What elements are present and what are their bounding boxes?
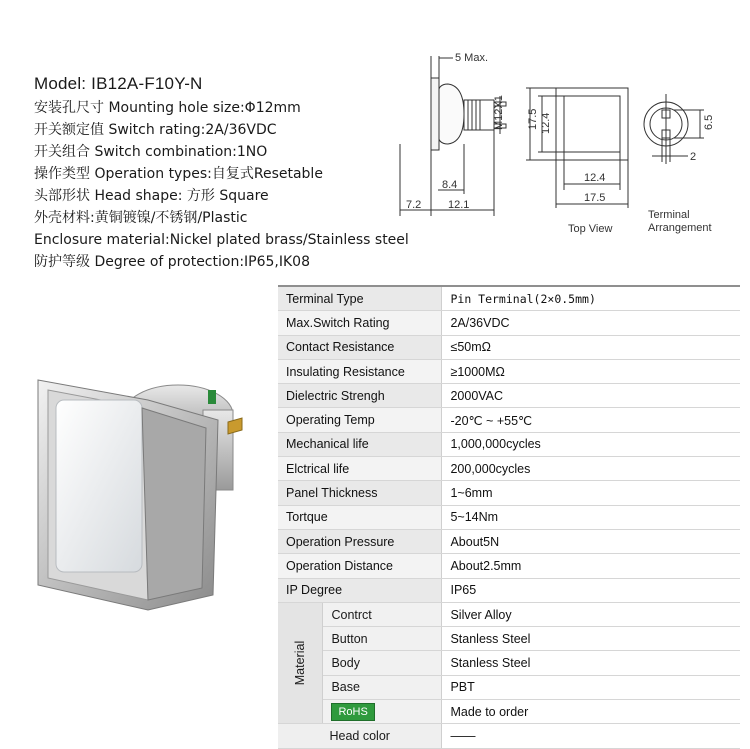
table-row <box>278 554 740 578</box>
material-label: Contrct <box>323 602 442 626</box>
material-value: Made to order <box>442 700 740 724</box>
row-label: IP Degree <box>278 578 442 602</box>
row-value: -20℃ ~ +55℃ <box>442 408 740 432</box>
material-value: Stanless Steel <box>442 651 740 675</box>
dim-5max: 5 Max. <box>455 52 489 64</box>
row-label: Contact Resistance <box>278 335 442 359</box>
product-image <box>28 360 258 620</box>
spec-table <box>278 285 740 749</box>
row-value: Pin Terminal(2×0.5mm) <box>442 286 740 311</box>
spec-line-operation: 操作类型 Operation types:自复式Resetable <box>34 166 323 182</box>
material-row <box>278 602 740 626</box>
material-value: Stanless Steel <box>442 627 740 651</box>
table-row <box>278 505 740 529</box>
dim-6-5: 6.5 <box>703 114 715 130</box>
row-label: Mechanical life <box>278 432 442 456</box>
spec-line-mounting: 安装孔尺寸 Mounting hole size:Φ12mm <box>34 100 301 116</box>
table-row <box>278 311 740 335</box>
row-value: About5N <box>442 529 740 553</box>
row-value: IP65 <box>442 578 740 602</box>
table-row <box>278 724 740 748</box>
row-label: Operating Temp <box>278 408 442 432</box>
row-label: Tortque <box>278 505 442 529</box>
row-value: 1~6mm <box>442 481 740 505</box>
row-label: Operation Pressure <box>278 529 442 553</box>
dim-8-4: 8.4 <box>442 179 458 191</box>
top-view-caption: Top View <box>568 223 613 235</box>
dim-17-5-h: 17.5 <box>584 192 606 204</box>
row-value: About2.5mm <box>442 554 740 578</box>
table-row <box>278 432 740 456</box>
row-label: Insulating Resistance <box>278 359 442 383</box>
table-row <box>278 578 740 602</box>
dim-2: 2 <box>690 151 697 163</box>
rohs-badge: RoHS <box>331 703 374 721</box>
row-label: Max.Switch Rating <box>278 311 442 335</box>
head-color-label: Head color <box>278 724 442 748</box>
row-value: 1,000,000cycles <box>442 432 740 456</box>
row-value: ≤50mΩ <box>442 335 740 359</box>
terminal-caption-1: Terminal <box>648 209 690 221</box>
row-value: 2A/36VDC <box>442 311 740 335</box>
rohs-cell <box>323 700 442 724</box>
row-label: Dielectric Strengh <box>278 384 442 408</box>
material-row <box>278 700 740 724</box>
row-value: 5~14Nm <box>442 505 740 529</box>
spec-line-head: 头部形状 Head shape: 方形 Square <box>34 188 269 204</box>
spec-line-material-cn: 外壳材料:黄铜镀镍/不锈钢/Plastic <box>34 210 248 226</box>
row-label: Elctrical life <box>278 457 442 481</box>
table-row <box>278 481 740 505</box>
table-row <box>278 286 740 311</box>
table-row <box>278 529 740 553</box>
row-label: Operation Distance <box>278 554 442 578</box>
spec-line-enclosure: Enclosure material:Nickel plated brass/Stainless steel <box>34 232 409 248</box>
material-value: PBT <box>442 675 740 699</box>
table-row <box>278 384 740 408</box>
spec-line-combination: 开关组合 Switch combination:1NO <box>34 144 268 160</box>
material-label: Base <box>323 675 442 699</box>
row-label: Panel Thickness <box>278 481 442 505</box>
dim-17-5-v: 17.5 <box>527 108 539 130</box>
material-row <box>278 627 740 651</box>
dim-7-2: 7.2 <box>406 199 422 211</box>
spec-block <box>34 72 434 272</box>
dim-m12: M12X1 <box>493 95 505 130</box>
top-view-drawing <box>522 80 642 245</box>
side-view-drawing <box>398 44 528 224</box>
material-group-label: Material <box>278 602 323 723</box>
table-row <box>278 335 740 359</box>
dim-12-4-h: 12.4 <box>584 172 606 184</box>
material-label: Button <box>323 627 442 651</box>
dim-12-4-v: 12.4 <box>540 112 552 134</box>
head-color-value: —— <box>442 724 740 748</box>
row-label: Terminal Type <box>278 286 442 311</box>
terminal-drawing <box>638 84 728 234</box>
terminal-caption-2: Arrangement <box>648 222 712 234</box>
table-row <box>278 457 740 481</box>
material-label: Body <box>323 651 442 675</box>
model-title: Model: IB12A-F10Y-N <box>34 74 203 93</box>
dim-12-1: 12.1 <box>448 199 470 211</box>
spec-line-protection: 防护等级 Degree of protection:IP65,IK08 <box>34 254 310 270</box>
row-value: 2000VAC <box>442 384 740 408</box>
table-row <box>278 408 740 432</box>
material-row <box>278 651 740 675</box>
spec-line-rating: 开关额定值 Switch rating:2A/36VDC <box>34 122 277 138</box>
material-value: Silver Alloy <box>442 602 740 626</box>
table-row <box>278 359 740 383</box>
material-row <box>278 675 740 699</box>
row-value: 200,000cycles <box>442 457 740 481</box>
row-value: ≥1000MΩ <box>442 359 740 383</box>
